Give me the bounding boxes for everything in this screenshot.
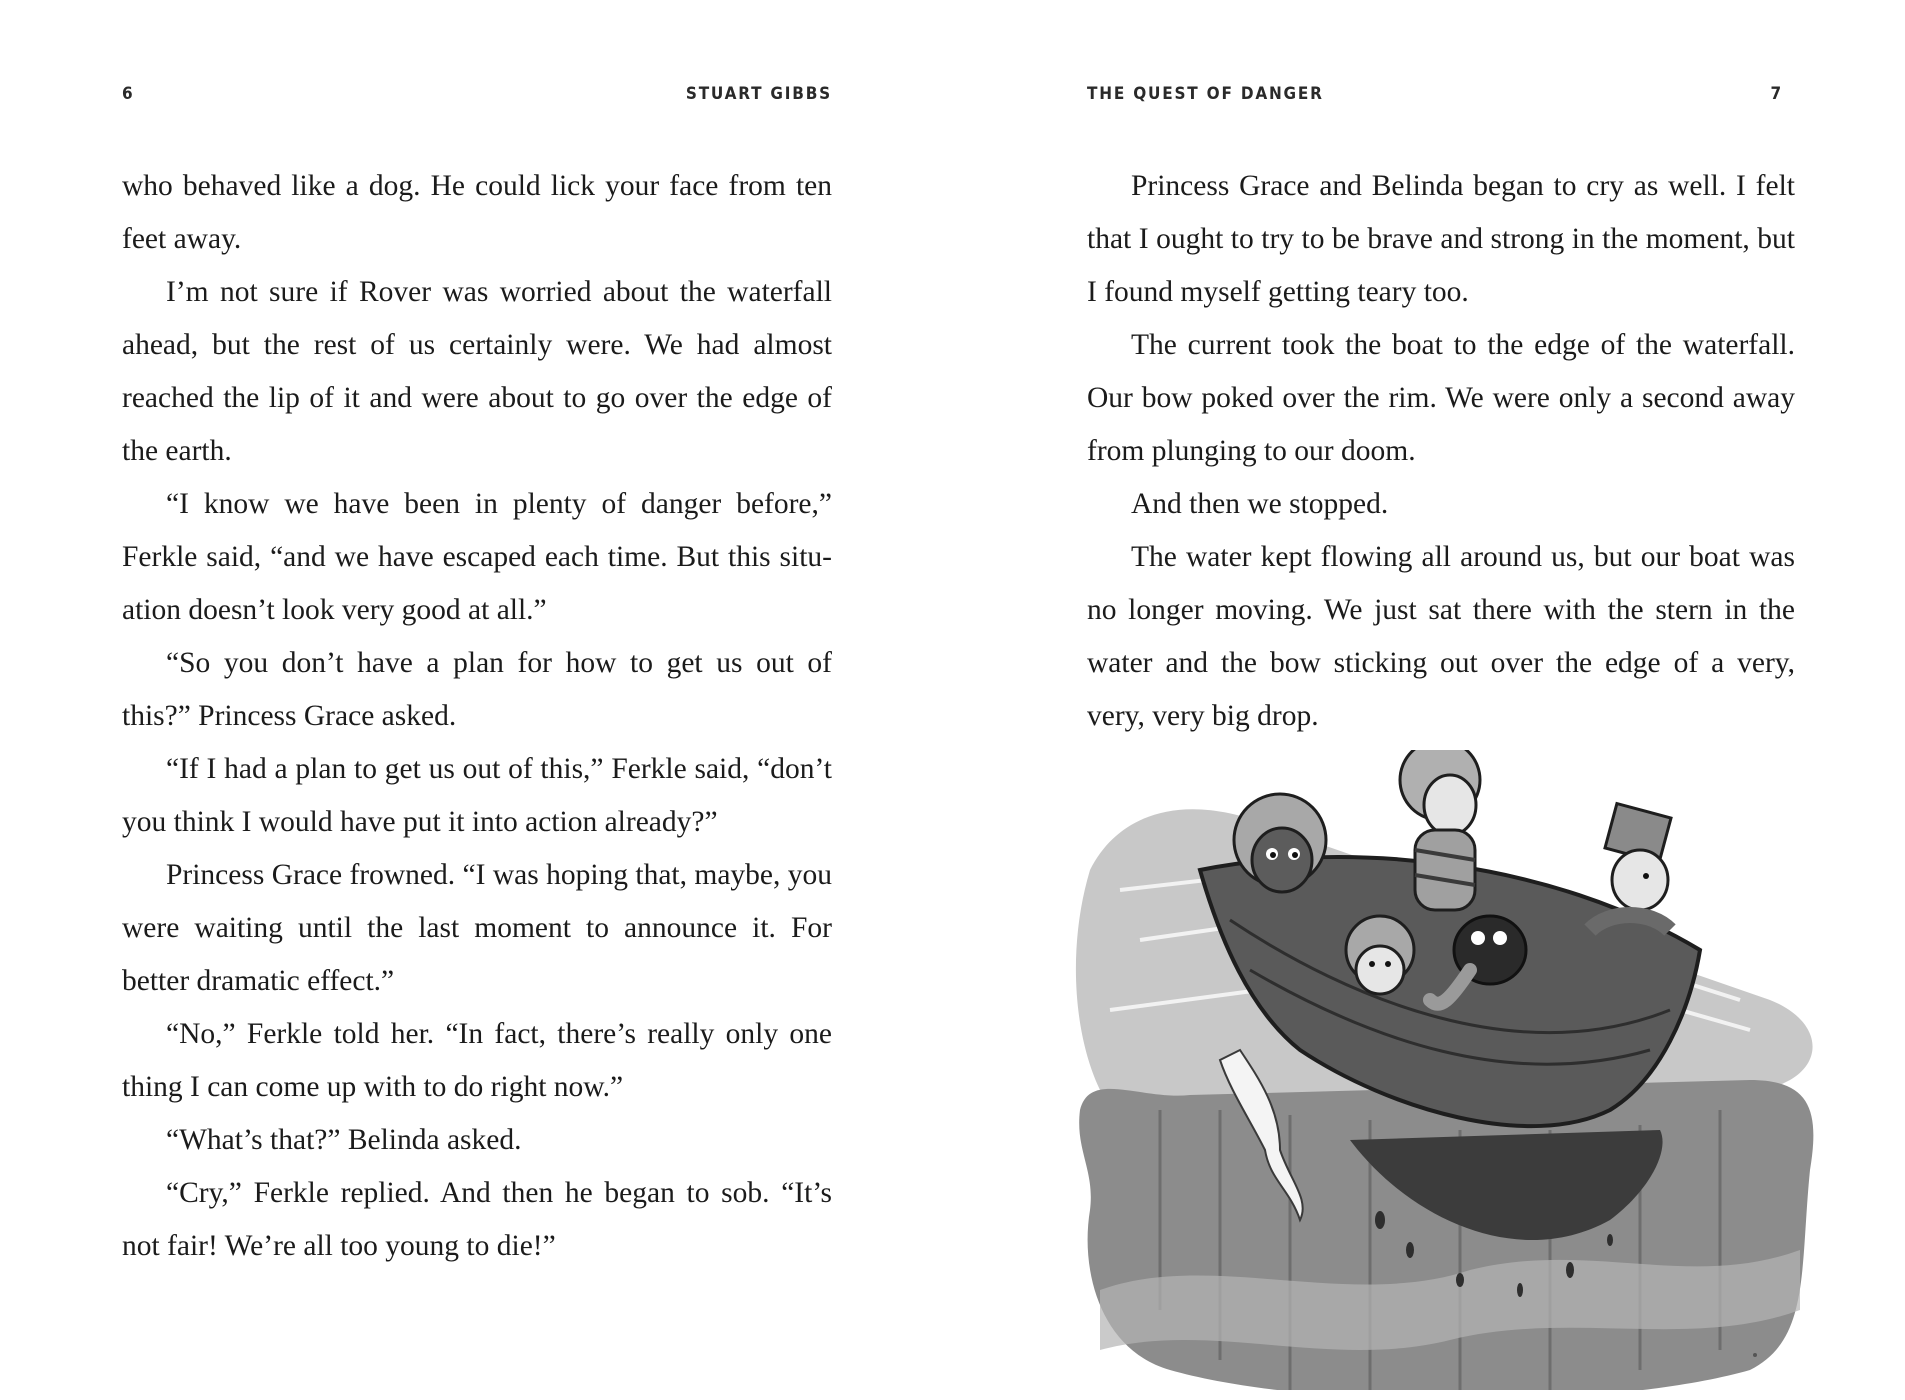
page-number: 6: [122, 84, 135, 104]
paragraph: “No,” Ferkle told her. “In fact, there’s really only one thing I can come up with to do right now.”: [122, 1018, 832, 1103]
running-head-author: STUART GIBBS: [685, 84, 832, 104]
paragraph: “So you don’t have a plan for how to get us out of this?” Princess Grace asked.: [122, 647, 832, 732]
boat-over-waterfall-illustration: [1050, 750, 1830, 1400]
paragraph: who behaved like a dog. He could lick your face from ten feet away.: [122, 170, 832, 255]
illustration-svg: [1050, 750, 1830, 1390]
body-text: [1087, 160, 1795, 743]
paragraph: Princess Grace frowned. “I was hoping that, maybe, you were waiting until the last moment to announce it. For better dramatic effect.”: [122, 859, 833, 997]
running-head-title: THE QUEST OF DANGER: [1087, 84, 1324, 104]
paragraph: I’m not sure if Rover was worried about the waterfall ahead, but the rest of us certainly were. We had almost reached the lip of it and were about to go over the edge of the earth.: [122, 276, 832, 467]
paragraph: “If I had a plan to get us out of this,” Ferkle said, “don’t you think I would have put it into action already?”: [122, 753, 832, 838]
paragraph: The water kept flowing all around us, but our boat was no longer moving. We just sat there with the stern in the water and the bow sticking out over the edge of a very, very, very big drop.: [1087, 541, 1795, 732]
body-text: [122, 160, 832, 1273]
paragraph: And then we stopped.: [1131, 488, 1389, 520]
paragraph: The current took the boat to the edge of the waterfall. Our bow poked over the rim. We were only a second away from plunging to our doom.: [1087, 329, 1795, 467]
right-page: [952, 0, 1905, 1396]
page-number: 7: [1770, 84, 1783, 104]
waterfall-face: [1079, 1080, 1813, 1390]
paragraph: “Cry,” Ferkle replied. And then he began to sob. “It’s not fair! We’re all too young to die!”: [122, 1177, 832, 1262]
paragraph: “What’s that?” Belinda asked.: [166, 1124, 522, 1156]
left-page: [0, 0, 952, 1396]
paragraph: “I know we have been in plenty of danger before,” Ferkle said, “and we have escaped each time. But this situ- ation doesn’t look very good at all.”: [122, 488, 832, 626]
paragraph: Princess Grace and Belinda began to cry as well. I felt that I ought to try to be brave and strong in the moment, but I found myself getting teary too.: [1087, 170, 1795, 308]
speck: [1753, 1353, 1757, 1357]
